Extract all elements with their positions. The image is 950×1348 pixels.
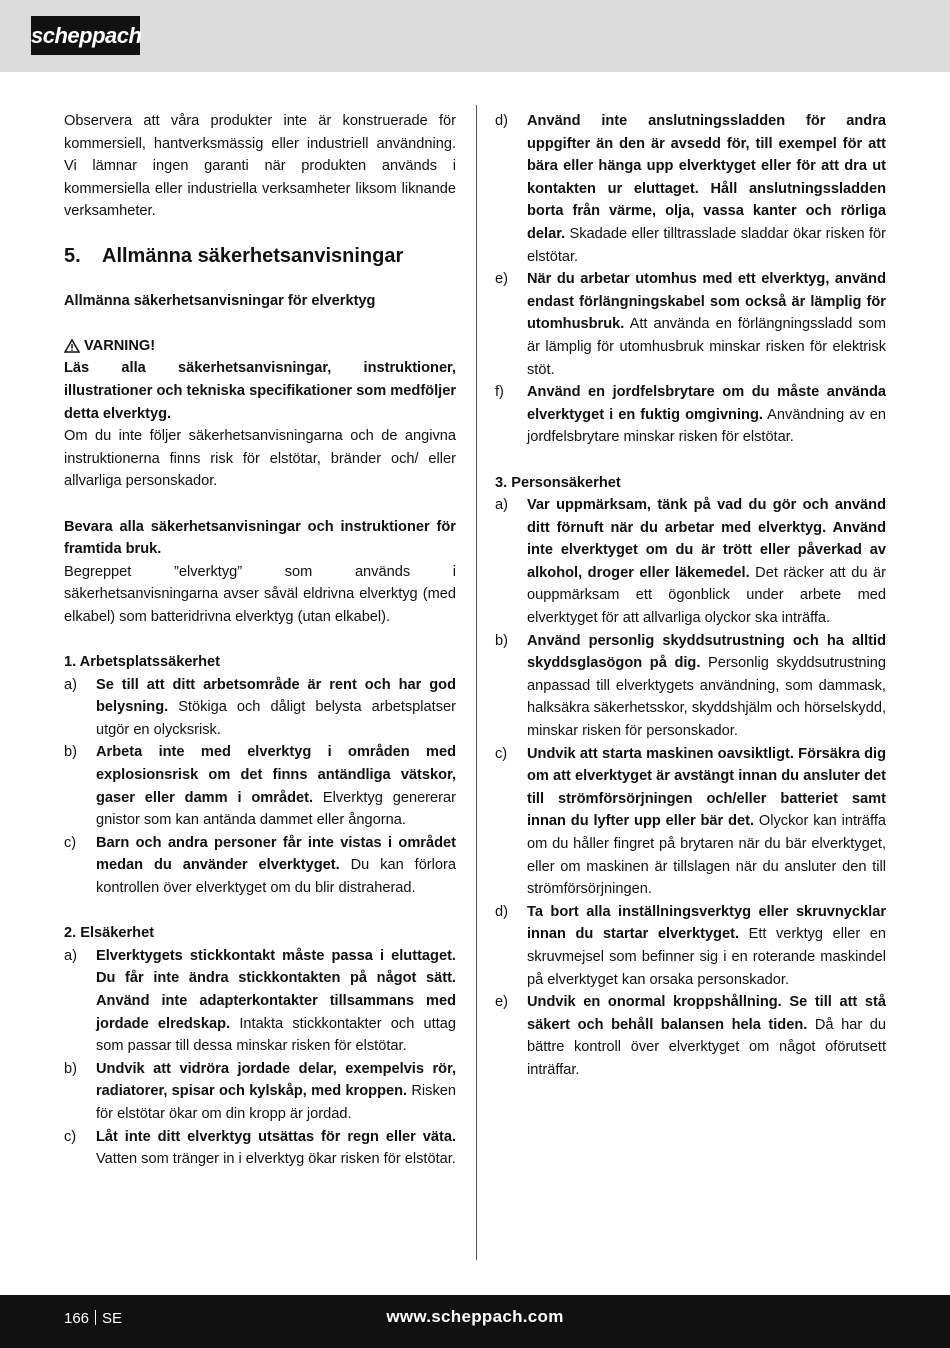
- list-text-bold: När du arbetar utomhus med ett elverktyg, använd endast förlängningskabel som också är lämplig för utomhusbruk.: [527, 271, 886, 333]
- list-text-normal: Det räcker att du är ouppmärksam ett ögonblick under arbete med elverktyget för att allvarliga olyckor ska inträffa.: [527, 564, 886, 627]
- warning-heading: [64, 335, 456, 358]
- list-text: [96, 832, 456, 900]
- section3-title: 3. Personsäkerhet: [495, 474, 621, 491]
- list-text-normal: Användning av en jordfelsbrytare minskar risken för elstötar.: [527, 406, 887, 446]
- list-text-normal: Stökiga och dåligt belysta arbetsplatser utgör en olycksrisk.: [96, 699, 456, 738]
- intro-paragraph: Observera att våra produkter inte är konstruerade för kommersiell, hantverksmässig eller industriell användning. Vi lämnar ingen garanti när produkten används i kommersiella eller industriella verksamheter liksom liknande verksamheter.: [64, 113, 456, 220]
- list-text-bold: Använd personlig skyddsutrustning och ha alltid skyddsglasögon på dig.: [527, 632, 886, 672]
- list-item: [495, 743, 886, 901]
- language-code: SE: [102, 1310, 123, 1327]
- list-text-normal: Elverktyg genererar gnistor som kan antända dammet eller ångorna.: [96, 789, 456, 829]
- list-text-bold: Ta bort alla inställningsverktyg eller skruvnycklar innan du startar elverktyget.: [527, 903, 886, 943]
- keep-instructions-text: Begreppet ”elverktyg” som används i säkerhetsanvisningarna avser såväl eldrivna elverktyg (med elkabel) som batteridrivna elverktyg (utan elkabel).: [64, 563, 456, 625]
- header-bar: [0, 0, 950, 72]
- list-marker: c): [495, 745, 508, 762]
- list-item: [495, 901, 886, 991]
- list-item: [64, 1058, 456, 1126]
- right-column: [495, 110, 886, 1082]
- list-text-normal: Ett verktyg eller en skruvmejsel som befinner sig i en roterande maskindel på elverktyget kan orsaka personskador.: [527, 926, 886, 988]
- list-item: [495, 110, 886, 268]
- list-text: [527, 901, 886, 991]
- list-item: [64, 674, 456, 742]
- list-text-bold: Elverktygets stickkontakt måste passa i eluttaget. Du får inte ändra stickkontakten på något sätt. Använd inte adapterkontakter tillsammans med jordade elredskap.: [96, 947, 456, 1032]
- list-marker: d): [495, 903, 508, 920]
- list-text-normal: Vatten som tränger in i elverktyg ökar risken för elstötar.: [96, 1151, 456, 1168]
- list-text-normal: Personlig skyddsutrustning anpassad till elverktygets användning, som dammask, halksäkra säkerhetsskor, skyddshjälm och hörselskydd, minskar risken för personskador.: [527, 655, 886, 740]
- warning-label: VARNING!: [84, 337, 156, 354]
- list-text: [527, 494, 886, 630]
- list-marker: a): [64, 676, 77, 693]
- list-text: [527, 991, 886, 1081]
- website-url: www.scheppach.com: [386, 1307, 564, 1326]
- list-marker: a): [495, 497, 508, 514]
- list-marker: b): [64, 1060, 77, 1077]
- list-text-bold: Se till att ditt arbetsområde är rent och har god belysning.: [96, 676, 456, 716]
- scheppach-logo: [31, 16, 140, 55]
- list-text: [527, 743, 886, 901]
- list-item: [64, 945, 456, 1058]
- list-text-bold: Undvik en onormal kroppshållning. Se till att stå säkert och behåll balansen hela tiden.: [527, 994, 886, 1033]
- logo-text: scheppach: [31, 23, 142, 48]
- list-text: [96, 1058, 456, 1126]
- list-item: [64, 832, 456, 900]
- list-marker: e): [495, 994, 508, 1011]
- list-text-normal: Intakta stickkontakter och uttag som passar till dessa minskar risken för elstötar.: [96, 1015, 456, 1055]
- list-text: [96, 674, 456, 742]
- section-number: 5.: [64, 244, 81, 267]
- list-marker: b): [495, 632, 508, 649]
- warning-bold-text: Läs alla säkerhetsanvisningar, instruktioner, illustrationer och tekniska specifikationer som medföljer detta elverktyg.: [64, 360, 456, 422]
- list-text: [527, 268, 886, 381]
- list-text: [527, 630, 886, 743]
- list-item: [495, 381, 886, 449]
- list-marker: c): [64, 1128, 77, 1145]
- list-text-normal: Risken för elstötar ökar om din kropp är jordad.: [96, 1083, 456, 1122]
- list-text-bold: Undvik att vidröra jordade delar, exempelvis rör, radiatorer, spisar och kylskåp, med kroppen.: [96, 1060, 456, 1100]
- list-marker: e): [495, 271, 508, 288]
- list-marker: b): [64, 744, 77, 761]
- list-marker: f): [495, 384, 504, 401]
- list-item: [495, 268, 886, 381]
- section1-title: 1. Arbetsplatssäkerhet: [64, 654, 221, 671]
- list-text-normal: Då har du bättre kontroll över elverktyget om något oförutsett inträffar.: [527, 1016, 886, 1078]
- list-item: [64, 741, 456, 831]
- list-item: [495, 630, 886, 743]
- list-text-bold: Använd inte anslutningssladden för andra uppgifter än den är avsedd för, till exempel för att bära eller hänga upp elverktyget eller för att dra ut kontakten ur eluttaget. Håll anslutningssladden borta från värme, olja, vassa kanter och rörliga delar.: [527, 113, 886, 242]
- subtitle: Allmänna säkerhetsanvisningar för elverktyg: [64, 292, 376, 309]
- footer-bar: [0, 1295, 950, 1348]
- list-text: [527, 110, 886, 268]
- warning-triangle-icon: [64, 339, 80, 353]
- list-text: [96, 1126, 456, 1171]
- list-text-bold: Använd en jordfelsbrytare om du måste använda elverktyget i en fuktig omgivning.: [527, 384, 886, 423]
- list-text-bold: Låt inte ditt elverktyg utsättas för regn eller väta.: [96, 1128, 456, 1145]
- list-text-bold: Var uppmärksam, tänk på vad du gör och använd ditt förnuft när du arbetar med elverktyg. Använd inte elverktyget om du är trött eller påverkad av alkohol, droger eller läkemedel.: [527, 497, 886, 581]
- keep-instructions-bold: Bevara alla säkerhetsanvisningar och instruktioner för framtida bruk.: [64, 518, 456, 558]
- section-title: Allmänna säkerhetsanvisningar: [102, 244, 404, 267]
- list-text-normal: Du kan förlora kontrollen över elverktyget om du blir distraherad.: [96, 857, 457, 896]
- list-text-bold: Barn och andra personer får inte vistas i området medan du använder elverktyget.: [96, 834, 456, 874]
- list-text-bold: Arbeta inte med elverktyg i områden med explosionsrisk om det finns antändliga vätskor, gaser eller damm i området.: [96, 744, 456, 806]
- page-number: 166: [64, 1310, 90, 1327]
- list-marker: d): [495, 113, 508, 129]
- list-item: [495, 991, 886, 1081]
- list-item: [64, 1126, 456, 1171]
- section-heading: [64, 245, 456, 268]
- column-divider: [476, 105, 477, 1260]
- list-text: [527, 381, 886, 449]
- list-marker: a): [64, 947, 77, 964]
- list-text-normal: Olyckor kan inträffa om du håller fingret på brytaren när du bär elverktyget, eller om maskinen är tillslagen när du ansluter den till strömförsörjningen.: [527, 813, 886, 898]
- list-item: [495, 494, 886, 630]
- list-text-normal: Skadade eller tilltrasslade sladdar ökar risken för elstötar.: [527, 225, 886, 265]
- list-text: [96, 741, 456, 831]
- list-text-bold: Undvik att starta maskinen oavsiktligt. Försäkra dig om att elverktyget är avstängt innan du ansluter det till strömförsörjningen och/eller batteriet samt innan du lyfter upp eller bär det.: [527, 745, 886, 830]
- list-text-normal: Att använda en förlängningssladd som är lämplig för utomhusbruk minskar risken för elektrisk stöt.: [527, 316, 886, 378]
- list-marker: c): [64, 834, 77, 851]
- section2-title: 2. Elsäkerhet: [64, 925, 155, 942]
- left-column: [64, 110, 456, 1171]
- list-text: [96, 945, 456, 1058]
- warning-text: Om du inte följer säkerhetsanvisningarna och de angivna instruktionerna finns risk för elstötar, bränder och/ eller allvarliga personskador.: [64, 428, 456, 490]
